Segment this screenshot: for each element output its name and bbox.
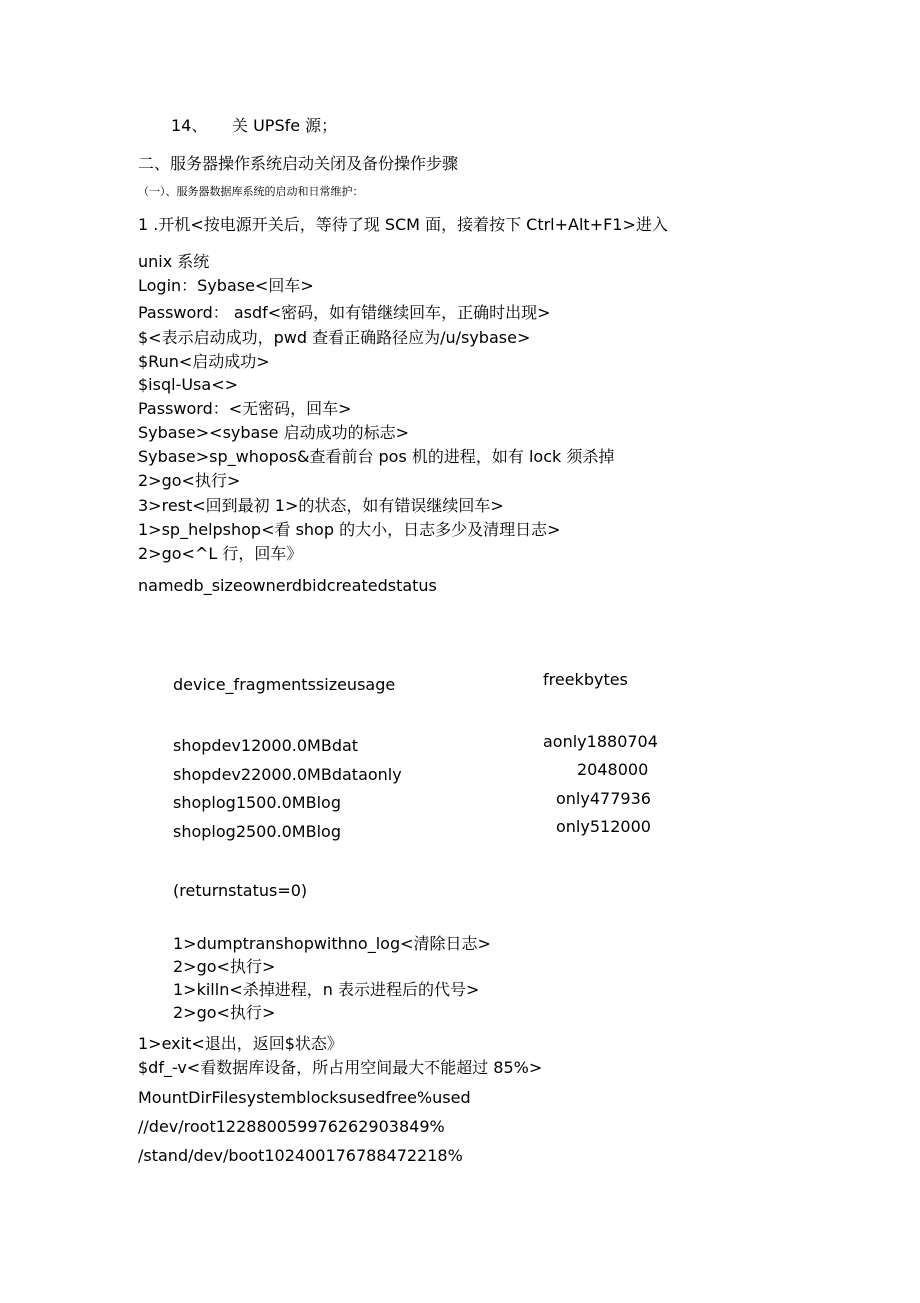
df-line: $df_-v<看数据库设备，所占用空间最大不能超过 85%> [138,1058,543,1077]
fragment-row-left: shopdev12000.0MBdat [173,736,359,755]
step-14-text: 关 UPSfe 源； [232,116,338,135]
fragment-row-right: only477936 [556,789,651,808]
sp-whopos-line: Sybase>sp_whopos&查看前台 pos 机的进程，如有 lock 须杀掉 [138,447,615,466]
fragment-header-left: device_fragmentssizeusage [173,675,396,694]
mount-row-boot: /stand/dev/boot102400176788472218% [138,1146,463,1165]
fragment-row-left: shoplog2500.0MBlog [173,822,341,841]
password-line: Password： asdf<密码，如有错继续回车，正确时出现> [138,303,551,322]
dump-tran-line: 1>dumptranshopwithno_log<清除日志> [173,934,491,953]
login-line: Login：Sybase<回车> [138,276,314,295]
run-line: $Run<启动成功> [138,352,270,371]
step-14-number: 14、 [171,116,208,135]
unix-system-line: unix 系统 [138,252,210,271]
subsection-1-heading: （一）、服务器数据库系统的启动和日常维护： [138,185,364,198]
go-execute-line: 2>go<执行> [138,471,241,490]
fragment-header-right: freekbytes [543,670,628,689]
mount-header: MountDirFilesystemblocksusedfree%used [138,1088,471,1107]
fragment-row-left: shopdev22000.0MBdataonly [173,765,402,784]
password-empty-line: Password：<无密码，回车> [138,399,352,418]
go-l-line: 2>go<^L 行，回车》 [138,544,303,563]
boot-instruction-line: 1 .开机<按电源开关后，等待了现 SCM 面，接着按下 Ctrl+Alt+F1>进入 [138,215,668,234]
isql-line: $isql-Usa<> [138,375,238,394]
mount-row-root: //dev/root1228800599762629038​49% [138,1117,445,1136]
section-2-heading: 二、服务器操作系统启动关闭及备份操作步骤 [138,154,459,173]
db-column-header: namedb_sizeownerdbidcreatedstatus [138,576,437,595]
rest-line: 3>rest<回到最初 1>的状态，如有错误继续回车> [138,496,504,515]
fragment-row-right: only512000 [556,817,651,836]
go-execute-line-2: 2>go<执行> [173,957,276,976]
fragment-row-right: aonly1880704 [543,732,658,751]
prompt-line: $<表示启动成功，pwd 查看正确路径应为/u/sybase> [138,328,531,347]
fragment-row-left: shoplog1500.0MBlog [173,793,341,812]
kill-line: 1>killn<杀掉进程，n 表示进程后的代号> [173,980,480,999]
fragment-row-right: 2048000 [577,760,649,779]
return-status: (returnstatus=0) [173,881,308,900]
exit-line: 1>exit<退出，返回$状态》 [138,1034,343,1053]
go-execute-line-3: 2>go<执行> [173,1003,276,1022]
sp-helpshop-line: 1>sp_helpshop<看 shop 的大小，日志多少及清理日志> [138,520,561,539]
sybase-prompt-line: Sybase><sybase 启动成功的标志> [138,423,410,442]
